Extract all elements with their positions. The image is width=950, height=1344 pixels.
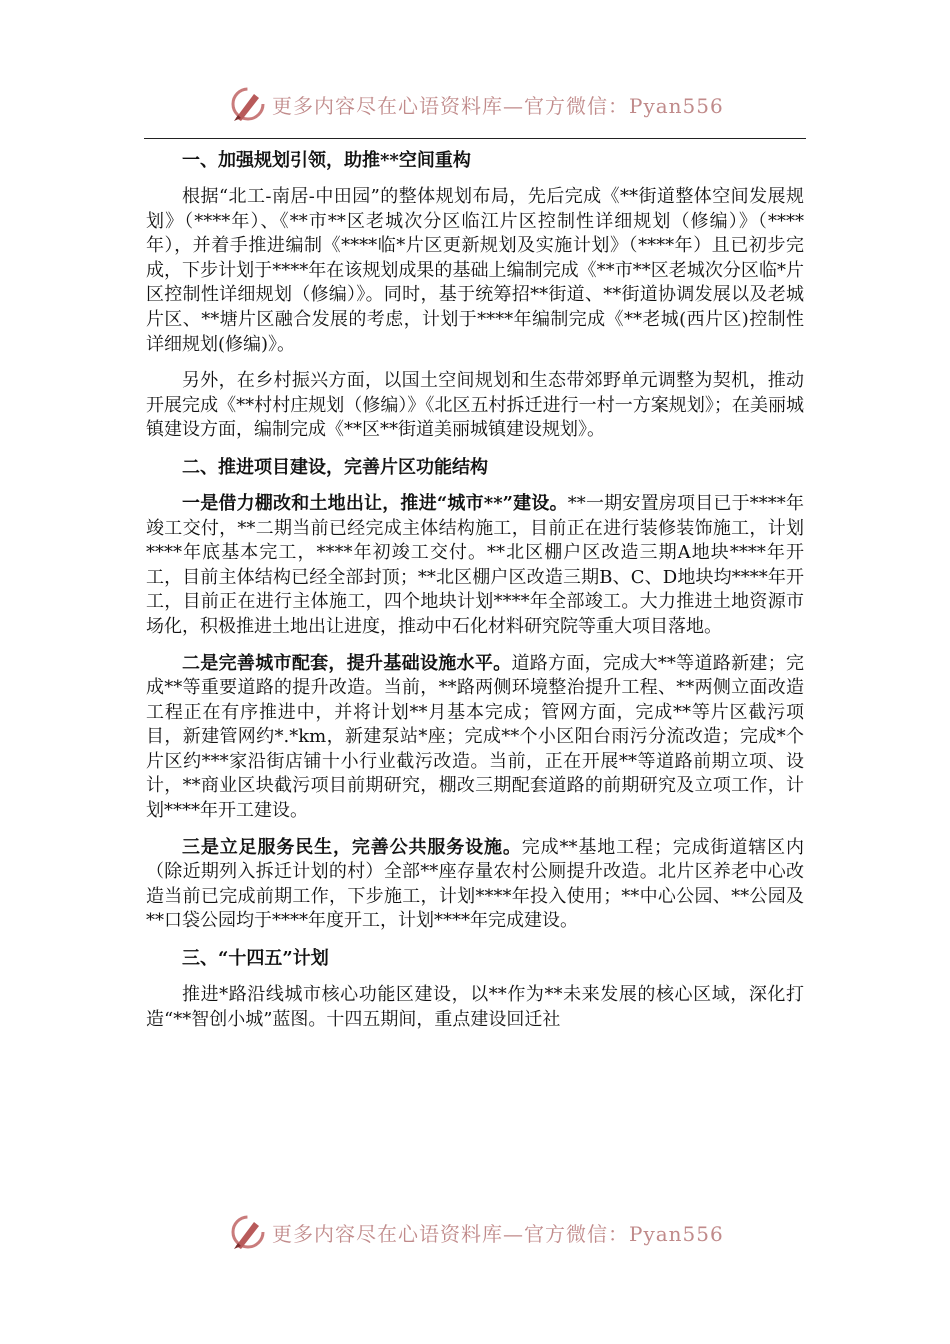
watermark-banner-bottom xyxy=(228,1212,728,1252)
watermark-text: 更多内容尽在心语资料库—官方微信：Pyan556 xyxy=(272,1221,724,1246)
pen-nib-logo-icon xyxy=(228,84,268,124)
paragraph xyxy=(146,983,804,1032)
paragraph-text: **一期安置房项目已于****年竣工交付，**二期当前已经完成主体结构施工，目前正在进行装修装饰施工，计划****年底基本完工，****年初竣工交付。**北区棚户区改造三期A地块****年开工，目前主体结构已经全部封顶；**北区棚户区改造三期B、C、D地块均****年开工，目前正在进行主体施工，四个地块计划****年全部竣工。大力推进土地资源市场化，积极推进土地出让进度，推动中石化材料研究院等重大项目落地。 xyxy=(146,492,805,637)
paragraph-lead: 二是完善城市配套，提升基础设施水平。 xyxy=(182,652,512,674)
paragraph-lead: 三是立足服务民生，完善公共服务设施。 xyxy=(182,836,522,858)
paragraph-text: 道路方面，完成大**等道路新建；完成**等重要道路的提升改造。当前，**路两侧环境整治提升工程、**两侧立面改造工程正在有序推进中，并将计划**月基本完成；管网方面，完成**等片区截污项目，新建管网约*.*km，新建泵站*座；完成**个小区阳台雨污分流改造；完成*个片区约***家沿街店铺十小行业截污改造。当前，正在开展**等道路前期立项、设计，**商业区块截污项目前期研究，棚改三期配套道路的前期研究及立项工作，计划****年开工建设。 xyxy=(146,652,804,822)
section-1 xyxy=(146,148,804,443)
paragraph xyxy=(146,369,804,443)
document-body xyxy=(146,148,804,1044)
header-divider xyxy=(144,138,806,139)
paragraph-text: 完成**基地工程；完成街道辖区内（除近期列入拆迁计划的村）全部**座存量农村公厕提升改造。北片区养老中心改造当前已完成前期工作，下步施工，计划****年投入使用；**中心公园、**公园及**口袋公园均于****年度开工，计划****年完成建设。 xyxy=(146,836,804,932)
paragraph-lead: 一是借力棚改和土地出让，推进“城市**”建设。 xyxy=(182,492,568,514)
paragraph xyxy=(146,185,804,357)
section-heading: 二、推进项目建设，完善片区功能结构 xyxy=(182,456,488,478)
paragraph xyxy=(146,492,804,640)
section-3 xyxy=(146,946,804,1032)
watermark-banner-top xyxy=(228,84,728,124)
paragraph-text: 推进*路沿线城市核心功能区建设，以**作为**未来发展的核心区域，深化打造“**智创小城”蓝图。十四五期间，重点建设回迁社 xyxy=(146,984,804,1030)
section-heading: 三、“十四五”计划 xyxy=(182,948,329,970)
pen-nib-logo-icon xyxy=(228,1212,268,1252)
watermark-text: 更多内容尽在心语资料库—官方微信：Pyan556 xyxy=(272,93,724,118)
paragraph-text: 根据“北工-南居-中田园”的整体规划布局，先后完成《**街道整体空间发展规划》（****年）、《**市**区老城次分区临江片区控制性详细规划（修编）》（****年），并着手推进编制《****临*片区更新规划及实施计划》（****年）且已初步完成，下步计划于****年在该规划成果的基础上编制完成《**市**区老城次分区临*片区控制性详细规划（修编）》。同时，基于统筹招**街道、**街道协调发展以及老城片区、**塘片区融合发展的考虑，计划于****年编制完成《**老城(西片区)控制性详细规划(修编)》。 xyxy=(146,186,804,355)
paragraph xyxy=(146,652,804,824)
paragraph xyxy=(146,836,804,934)
section-2 xyxy=(146,455,804,934)
section-heading: 一、加强规划引领，助推**空间重构 xyxy=(182,150,471,171)
paragraph-text: 另外，在乡村振兴方面，以国土空间规划和生态带郊野单元调整为契机，推动开展完成《**村村庄规划（修编）》《北区五村拆迁进行一村一方案规划》；在美丽城镇建设方面，编制完成《**区**街道美丽城镇建设规划》。 xyxy=(146,370,804,441)
